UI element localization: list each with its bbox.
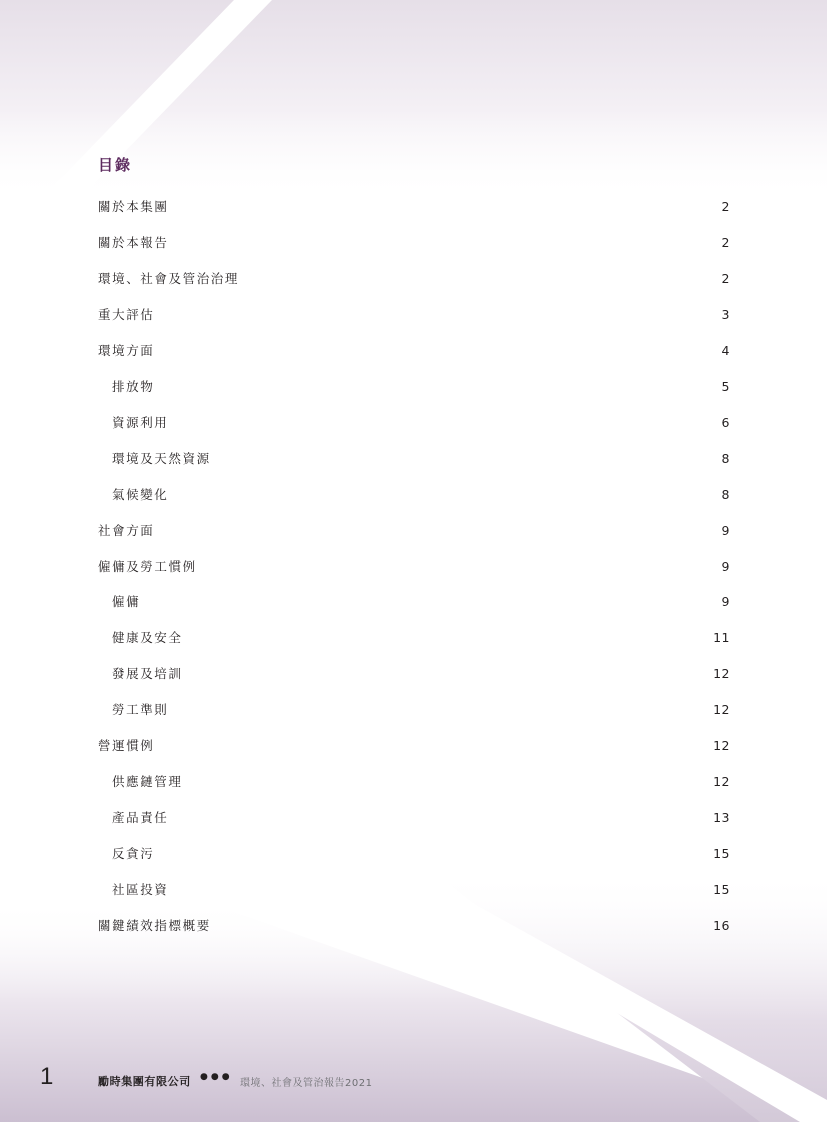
toc-entry[interactable] [98, 664, 730, 684]
toc-entry-label: 重大評估 [98, 306, 155, 322]
toc-entry-label: 環境及天然資源 [112, 450, 211, 466]
toc-entry-label: 關於本集團 [98, 199, 169, 214]
toc-entry[interactable] [98, 557, 730, 577]
toc-entry[interactable] [98, 916, 730, 936]
toc-entry[interactable] [98, 808, 730, 828]
toc-entry-label: 社會方面 [98, 522, 155, 538]
toc-entry-page-number: 12 [713, 702, 730, 718]
toc-entry-page-number: 16 [713, 918, 730, 933]
toc-entry-page-number: 9 [721, 594, 730, 610]
toc-entry-page-number: 8 [721, 486, 730, 502]
toc-entry-page-number: 6 [721, 414, 730, 430]
toc-entry-label: 反貪污 [112, 846, 155, 862]
toc-entry-page-number: 3 [721, 306, 730, 322]
toc-entry-page-number: 2 [721, 234, 730, 250]
toc-entry-label: 環境方面 [98, 342, 155, 358]
footer-company-name: 勵時集團有限公司 [98, 1075, 191, 1088]
toc-entry-label: 環境、社會及管治治理 [98, 270, 240, 286]
toc-title: 目錄 [98, 156, 133, 174]
toc-entry-label: 社區投資 [112, 882, 169, 898]
toc-entry[interactable] [98, 700, 730, 720]
toc-entry-page-number: 12 [713, 738, 730, 754]
toc-entry-label: 僱傭及勞工慣例 [98, 558, 197, 574]
toc-entry-label: 發展及培訓 [112, 666, 183, 682]
page-number: 1 [40, 1063, 54, 1090]
footer-separator-dots: ●●● [200, 1072, 233, 1082]
toc-entry-page-number: 9 [721, 558, 730, 574]
toc-entry[interactable] [98, 521, 730, 541]
toc-entry[interactable] [98, 449, 730, 469]
toc-entry[interactable] [98, 592, 730, 612]
toc-entry-page-number: 9 [721, 522, 730, 538]
toc-entry-page-number: 15 [713, 882, 730, 898]
toc-entry-page-number: 12 [713, 774, 730, 790]
toc-entry[interactable] [98, 485, 730, 505]
toc-entry[interactable] [98, 197, 730, 217]
toc-entry-page-number: 11 [713, 630, 730, 646]
toc-entry[interactable] [98, 233, 730, 253]
toc-entry[interactable] [98, 628, 730, 648]
toc-entry[interactable] [98, 341, 730, 361]
toc-entry-label: 勞工準則 [112, 702, 169, 718]
toc-entry-label: 僱傭 [112, 594, 141, 610]
toc-entry-page-number: 13 [713, 810, 730, 826]
toc-entry-label: 健康及安全 [112, 630, 183, 646]
toc-entry-label: 供應鏈管理 [112, 774, 183, 790]
toc-entry[interactable] [98, 772, 730, 792]
toc-entry-label: 排放物 [112, 378, 155, 394]
toc-entry-label: 產品責任 [112, 810, 169, 826]
toc-entry-page-number: 15 [713, 846, 730, 862]
toc-entry-label: 營運慣例 [98, 738, 155, 754]
toc-entry[interactable] [98, 305, 730, 325]
toc-entry[interactable] [98, 736, 730, 756]
toc-entry[interactable] [98, 413, 730, 433]
toc-entry-label: 資源利用 [112, 414, 169, 430]
toc-entry-page-number: 2 [721, 199, 730, 214]
footer-report-title: 環境、社會及管治報告2021 [240, 1078, 373, 1089]
toc-entry-page-number: 2 [721, 270, 730, 286]
toc-entry-page-number: 5 [721, 378, 730, 394]
toc-entry[interactable] [98, 377, 730, 397]
toc-entry[interactable] [98, 880, 730, 900]
toc-entry-page-number: 4 [721, 342, 730, 358]
toc-entry-label: 氣候變化 [112, 486, 169, 502]
toc-entry-page-number: 8 [721, 450, 730, 466]
toc-entry[interactable] [98, 844, 730, 864]
toc-entry[interactable] [98, 269, 730, 289]
toc-entry-page-number: 12 [713, 666, 730, 682]
toc-entry-label: 關鍵績效指標概要 [98, 918, 211, 933]
toc-entry-label: 關於本報告 [98, 234, 169, 250]
